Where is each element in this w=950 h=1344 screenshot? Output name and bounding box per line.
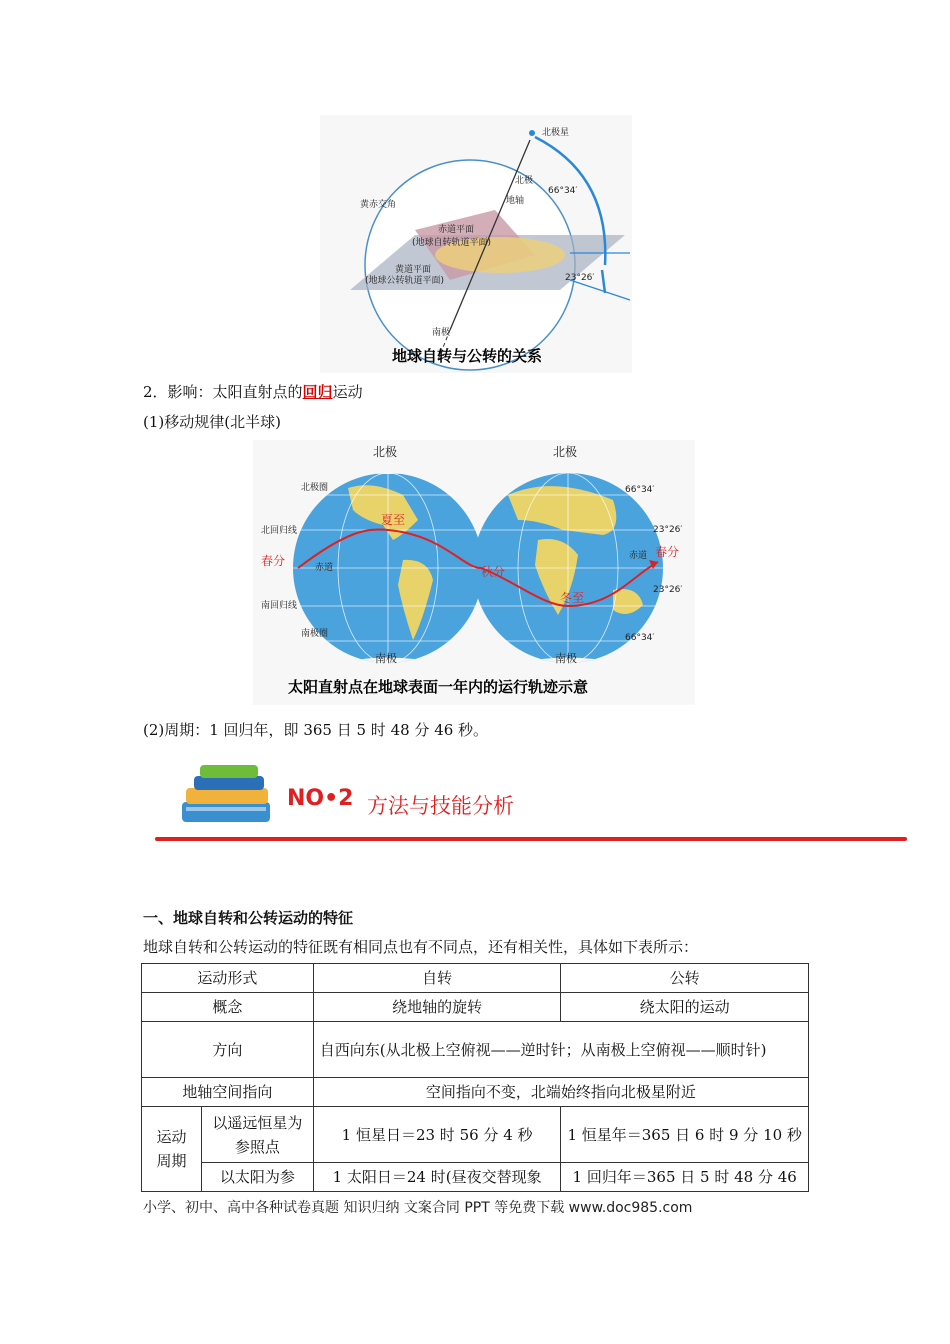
polaris-label: 北极星 [542, 128, 570, 138]
table-cell: 运动周期 [142, 1107, 202, 1192]
table-cell: 方向 [142, 1022, 314, 1078]
section2-heading [143, 381, 363, 403]
spring-equinox-left: 春分 [261, 554, 286, 568]
banner-number: NO•2 [287, 786, 354, 811]
deg-6634-top: 66°34′ [625, 485, 655, 495]
spring-equinox-right: 春分 [655, 545, 680, 559]
part1-heading: 一、地球自转和公转运动的特征 [143, 909, 354, 927]
table-cell: 公转 [561, 964, 809, 993]
equator-left-label: 赤道 [315, 563, 334, 573]
ecliptic-plane-note: (地球公转轨道平面) [365, 276, 445, 286]
table-cell: 自转 [313, 964, 561, 993]
table-row [142, 964, 809, 993]
north-pole-label: 北极 [515, 176, 534, 186]
part1-intro: 地球自转和公转运动的特征既有相同点也有不同点，还有相关性，具体如下表所示： [143, 938, 699, 956]
table-cell: 以太阳为参 [201, 1163, 313, 1192]
equator-plane-note: (地球自转轨道平面) [412, 238, 492, 248]
table-row [142, 1163, 809, 1192]
equator-plane-label: 赤道平面 [438, 225, 475, 235]
table-row [142, 1078, 809, 1107]
table-cell: 绕太阳的运动 [561, 993, 809, 1022]
table-cell: 自西向东(从北极上空俯视——逆时针；从南极上空俯视——顺时针) [313, 1022, 808, 1078]
subheading-1: (1)移动规律(北半球) [143, 413, 281, 431]
axis-label: 地轴 [506, 196, 525, 206]
table-cell: 1 回归年＝365 日 5 时 48 分 46 [561, 1163, 809, 1192]
figure1-caption: 地球自转与公转的关系 [392, 347, 543, 365]
highlight-term: 回归 [302, 383, 333, 401]
table-cell: 1 恒星日＝23 时 56 分 4 秒 [313, 1107, 561, 1163]
autumn-equinox: 秋分 [481, 565, 506, 579]
table-cell: 概念 [142, 993, 314, 1022]
south-pole-label: 南极 [432, 328, 451, 338]
solar-point-orbit-figure [253, 440, 695, 705]
deg-2326-bottom: 23°26′ [653, 585, 683, 595]
north-pole-right: 北极 [553, 445, 578, 459]
south-pole-left: 南极 [375, 652, 397, 665]
section2-heading-prefix: 2．影响：太阳直射点的 [143, 383, 303, 401]
south-pole-right: 南极 [555, 652, 577, 665]
banner-rule [155, 837, 907, 841]
deg-6634-bottom: 66°34′ [625, 633, 655, 643]
table-row [142, 1022, 809, 1078]
deg-2326-top: 23°26′ [653, 525, 683, 535]
table-cell: 地轴空间指向 [142, 1078, 314, 1107]
earth-rotation-revolution-figure [320, 115, 632, 373]
table-row [142, 1107, 809, 1163]
north-pole-left: 北极 [373, 445, 398, 459]
arctic-circle-label: 北极圈 [301, 483, 329, 493]
subheading-2: (2)周期：1 回归年，即 365 日 5 时 48 分 46 秒。 [143, 721, 489, 739]
books-icon [180, 762, 275, 824]
figure2-caption: 太阳直射点在地球表面一年内的运行轨迹示意 [288, 678, 589, 696]
table-row [142, 993, 809, 1022]
table-cell: 1 太阳日＝24 时(昼夜交替现象 [313, 1163, 561, 1192]
ecliptic-plane-label: 黄道平面 [395, 265, 432, 275]
table-cell: 空间指向不变，北端始终指向北极星附近 [313, 1078, 808, 1107]
page-footer: 小学、初中、高中各种试卷真题 知识归纳 文案合同 PPT 等免费下载 www.doc985.com [143, 1200, 693, 1216]
table-cell: 绕地轴的旋转 [313, 993, 561, 1022]
section2-heading-suffix: 运动 [332, 383, 363, 401]
table-cell: 以遥远恒星为参照点 [201, 1107, 313, 1163]
rotation-diagram [320, 115, 632, 373]
obliquity-label: 黄赤交角 [360, 200, 397, 210]
features-table [141, 963, 809, 1192]
tropic-cancer-label: 北回归线 [261, 526, 298, 536]
summer-solstice: 夏至 [381, 513, 406, 527]
banner-title: 方法与技能分析 [367, 794, 514, 818]
subsolar-point-diagram [253, 440, 695, 705]
equator-right-label: 赤道 [629, 551, 648, 561]
table-cell: 运动形式 [142, 964, 314, 993]
angle-6634-label: 66°34′ [548, 186, 578, 196]
angle-2326-label: 23°26′ [565, 273, 595, 283]
antarctic-circle-label: 南极圈 [301, 629, 329, 639]
table-cell: 1 恒星年＝365 日 6 时 9 分 10 秒 [561, 1107, 809, 1163]
winter-solstice: 冬至 [560, 591, 585, 605]
tropic-capricorn-label: 南回归线 [261, 601, 298, 611]
